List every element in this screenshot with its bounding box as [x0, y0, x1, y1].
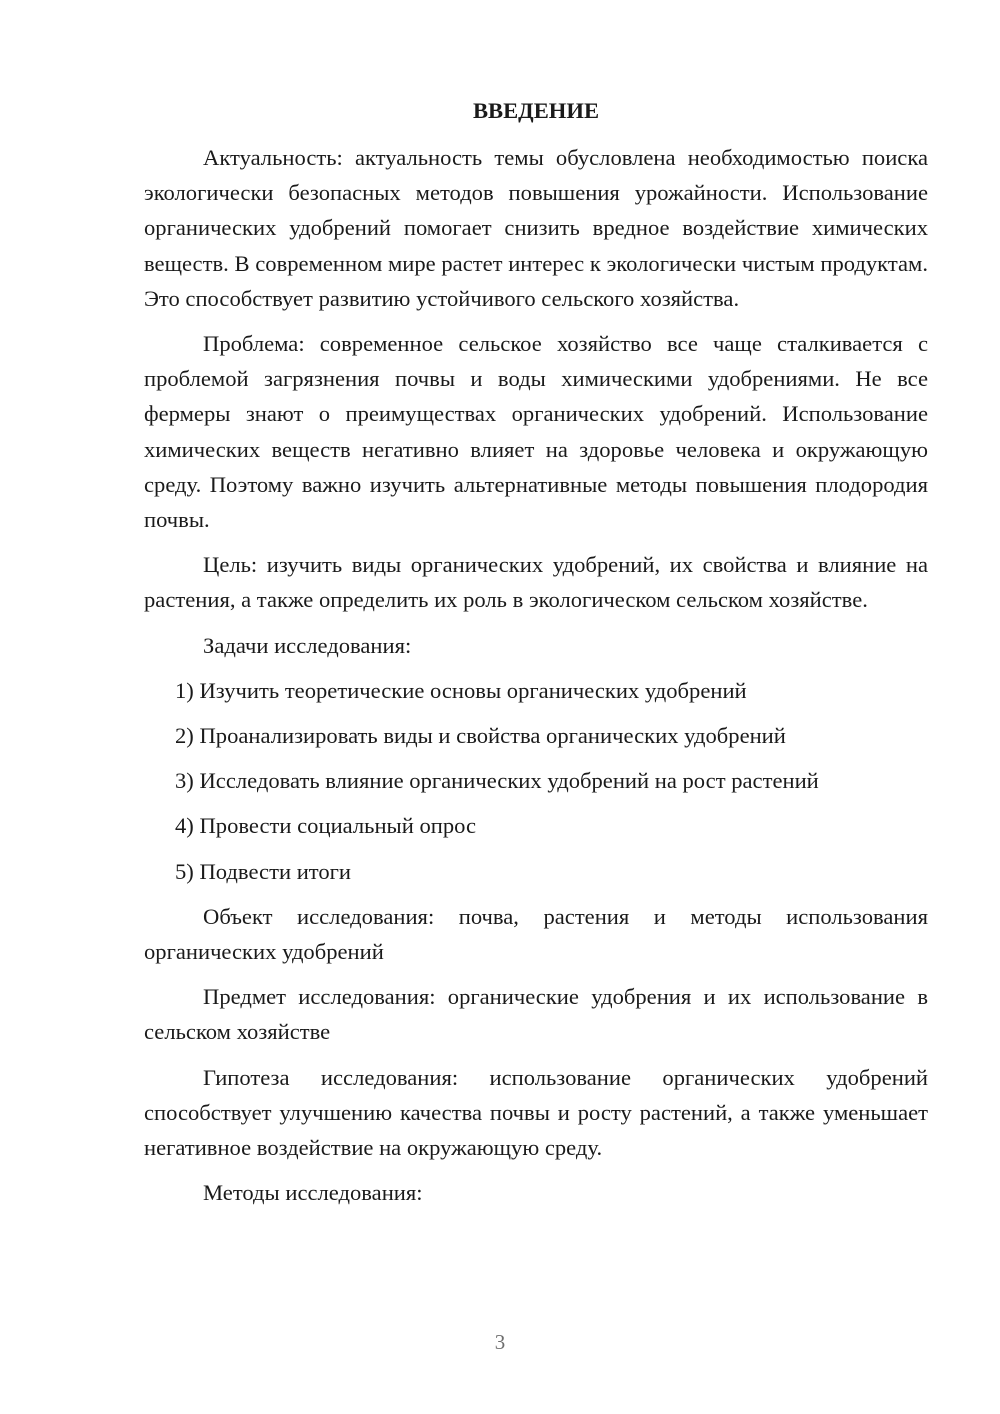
problem-paragraph: Проблема: современное сельское хозяйство все чаще сталкивается с проблемой загрязнения почвы и воды химическими удобрениями. Не все фермеры знают о преимуществах органических удобрений. Использование химических веществ негативно влияет на здоровье человека и окружающую среду. Поэтому важно изучить альтернативные методы повышения плодородия почвы.: [144, 331, 928, 533]
task-item: 5) Подвести итоги: [175, 858, 352, 884]
task-item: 3) Исследовать влияние органических удобрений на рост растений: [175, 768, 819, 794]
tasks-heading: Задачи исследования:: [203, 632, 412, 658]
hypothesis-paragraph: Гипотеза исследования: использование органических удобрений способствует улучшению качества почвы и росту растений, а также уменьшает негативное воздействие на окружающую среду.: [144, 1064, 928, 1161]
tasks-list: [144, 673, 928, 889]
object-paragraph: Объект исследования: почва, растения и методы использования органических удобрений: [144, 903, 928, 965]
goal-paragraph: Цель: изучить виды органических удобрений, их свойства и влияние на растения, а также определить их роль в экологическом сельском хозяйстве.: [144, 552, 928, 613]
task-item: 2) Проанализировать виды и свойства органических удобрений: [175, 723, 786, 749]
task-item: 1) Изучить теоретические основы органических удобрений: [175, 677, 747, 703]
section-heading: ВВЕДЕНИЕ: [472, 98, 600, 123]
page-number: 3: [494, 1330, 506, 1354]
document-page: [144, 92, 928, 1220]
task-item: 4) Провести социальный опрос: [175, 813, 477, 839]
methods-heading: Методы исследования:: [203, 1180, 423, 1206]
relevance-paragraph: Актуальность: актуальность темы обусловлена необходимостью поиска экологически безопасных методов повышения урожайности. Использование органических удобрений помогает снизить вредное воздействие химических веществ. В современном мире растет интерес к экологически чистым продуктам. Это способствует развитию устойчивого сельского хозяйства.: [144, 145, 928, 311]
subject-paragraph: Предмет исследования: органические удобрения и их использование в сельском хозяйстве: [144, 984, 928, 1045]
